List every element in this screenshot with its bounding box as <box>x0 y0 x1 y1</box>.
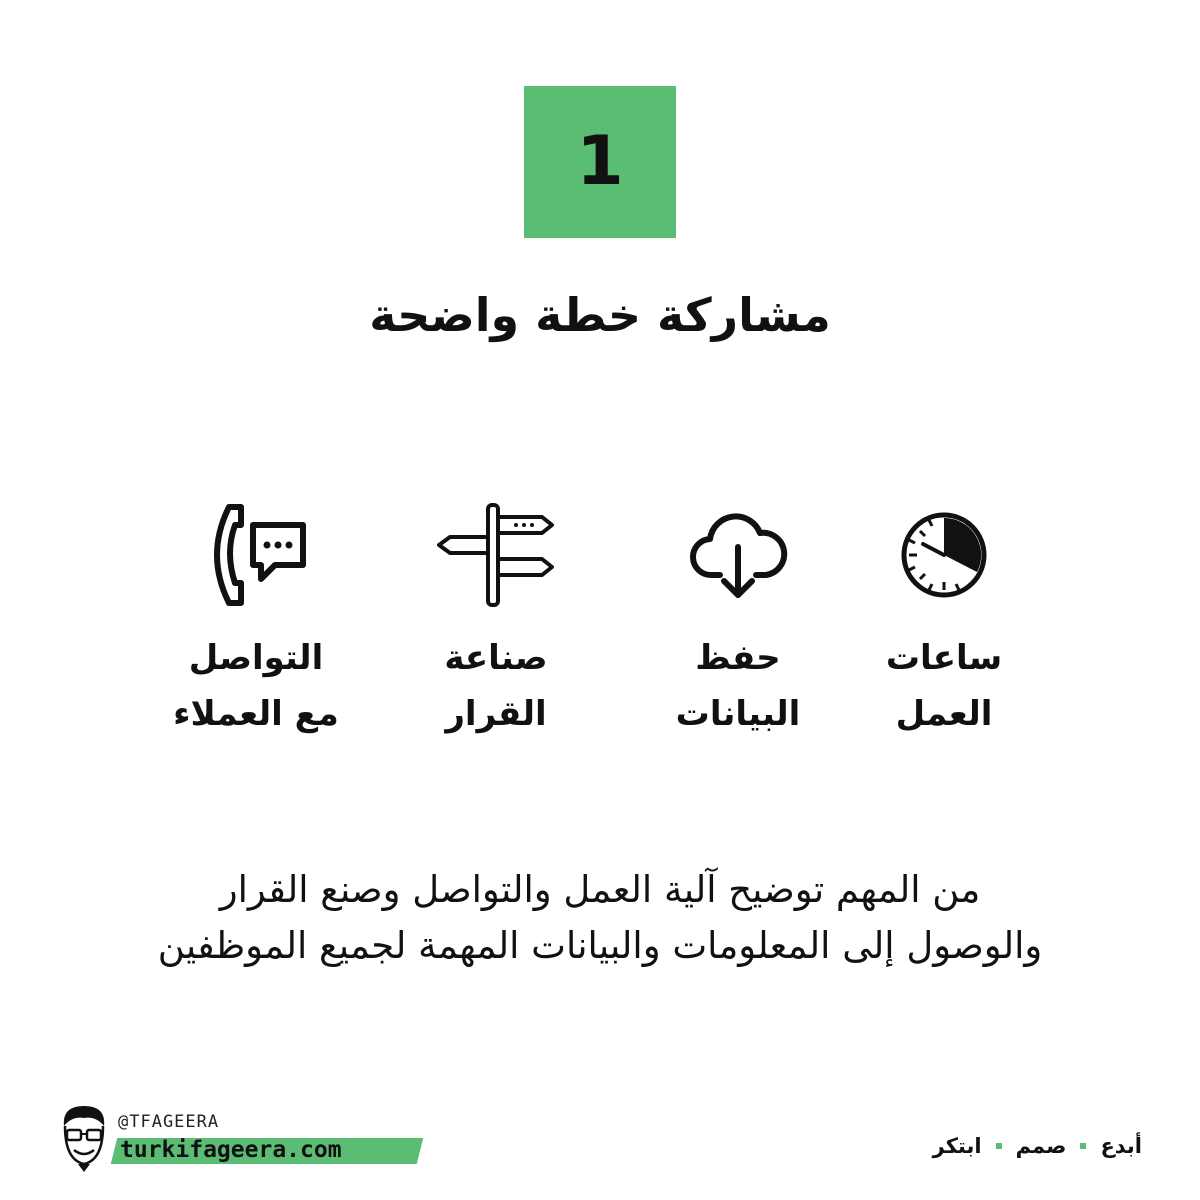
author-branding <box>56 1102 376 1182</box>
phone-chat-icon <box>146 500 366 610</box>
feature-data-storage <box>628 500 848 742</box>
feature-label: التواصل مع العملاء <box>173 638 339 734</box>
tagline <box>933 1134 1142 1158</box>
description-line-1: من المهم توضيح آلية العمل والتواصل وصنع القرار <box>219 868 981 911</box>
feature-work-hours <box>834 500 1054 742</box>
page-title: مشاركة خطة واضحة <box>369 288 831 342</box>
cloud-download-icon <box>628 500 848 610</box>
avatar <box>56 1102 112 1182</box>
feature-label: حفظ البيانات <box>675 638 801 734</box>
feature-label: ساعات العمل <box>885 638 1003 734</box>
signpost-icon <box>386 500 606 610</box>
description-line-2: والوصول إلى المعلومات والبيانات المهمة لجميع الموظفين <box>157 924 1043 967</box>
social-handle: @TFAGEERA <box>118 1112 220 1132</box>
tagline-word-2: صمم <box>1015 1134 1067 1158</box>
step-number: 1 <box>576 122 624 201</box>
clock-icon <box>834 500 1054 610</box>
feature-label: صناعة القرار <box>444 638 548 734</box>
description <box>60 862 1140 974</box>
tagline-word-3: ابتكر <box>932 1134 982 1158</box>
feature-customer-communication <box>146 500 366 742</box>
step-number-badge <box>524 86 676 238</box>
website-link[interactable]: turkifageera.com <box>120 1137 342 1163</box>
tagline-word-1: أبدع <box>1100 1134 1142 1158</box>
separator-dot <box>1080 1143 1086 1149</box>
separator-dot <box>996 1143 1002 1149</box>
feature-decision-making <box>386 500 606 742</box>
